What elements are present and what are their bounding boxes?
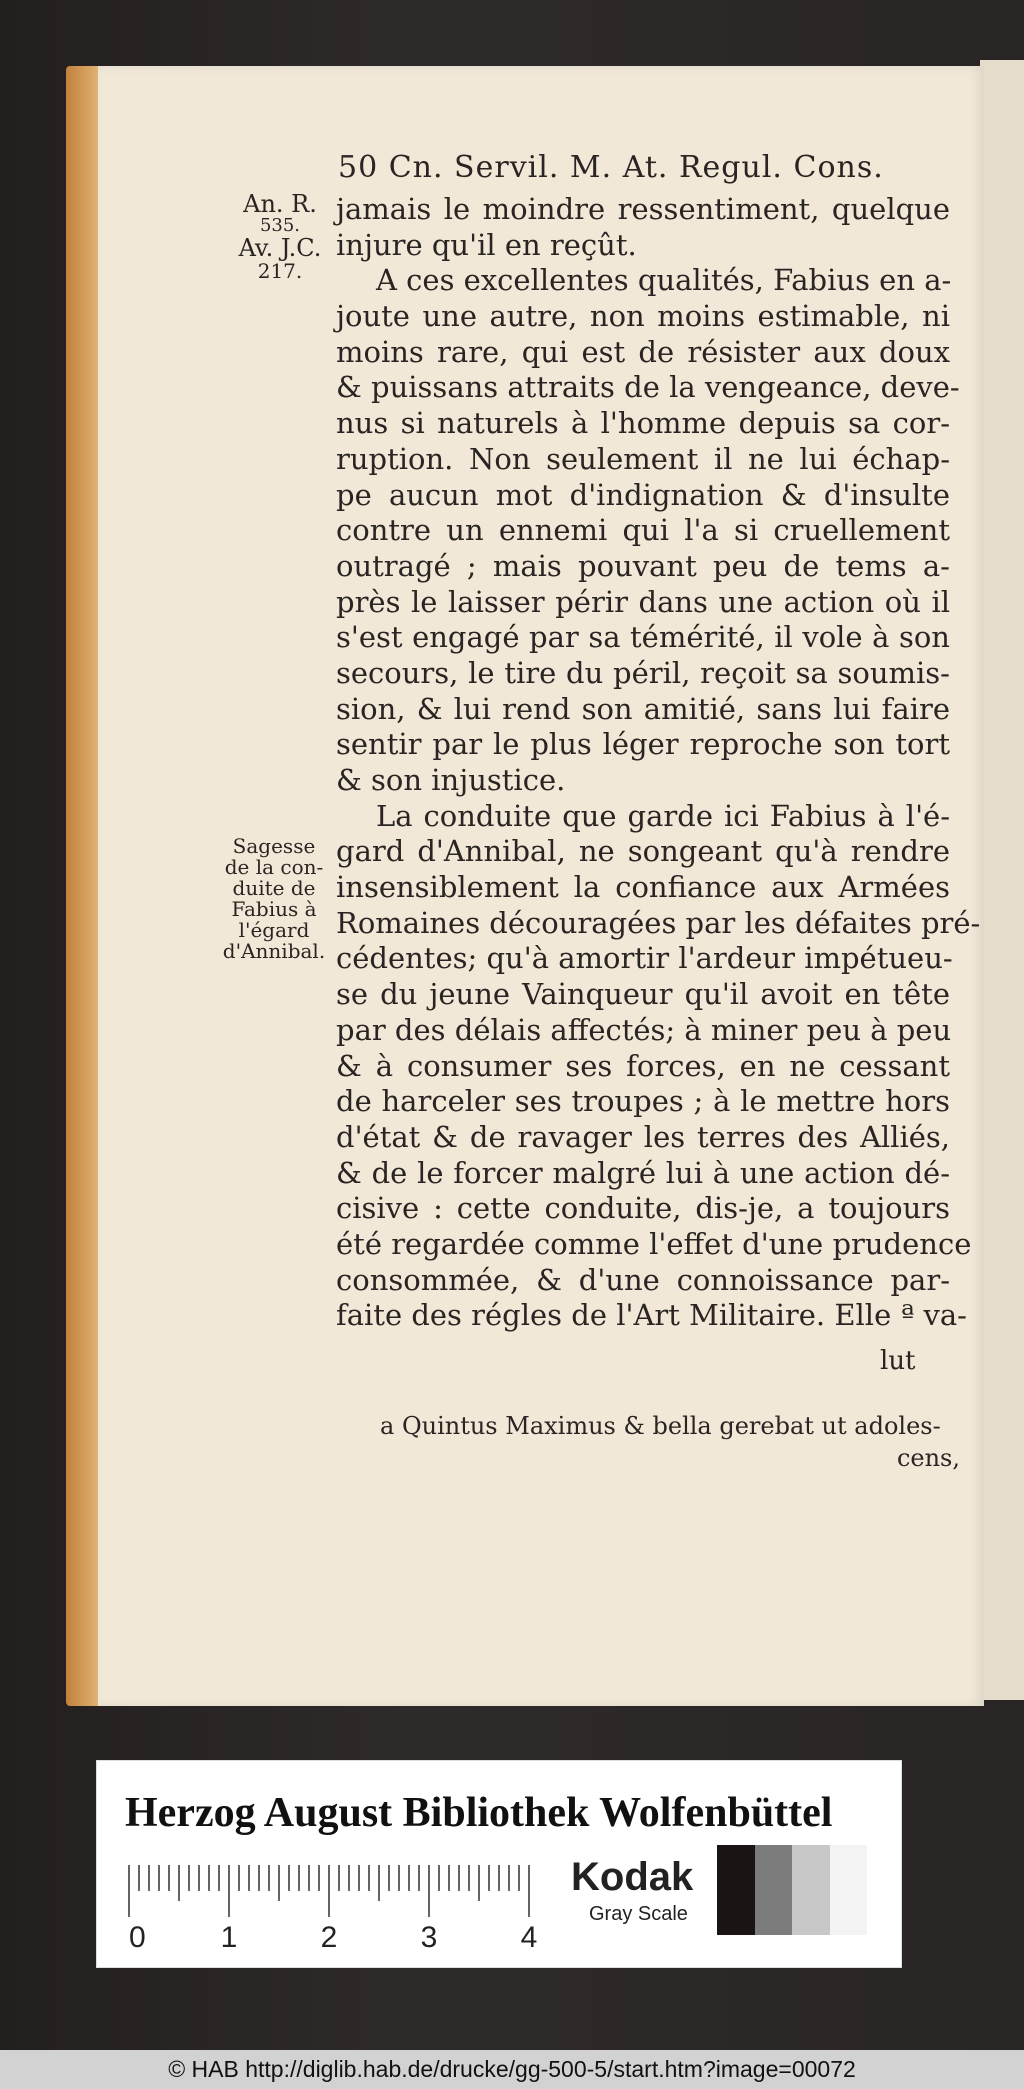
text-line: cisive : cette conduite, dis-je, a toujours: [336, 1191, 950, 1226]
side-note-line: duite de: [232, 876, 316, 900]
gray-patch: [755, 1845, 793, 1935]
text-line: nus si naturels à l'homme depuis sa cor-: [336, 406, 950, 441]
year-note-line: 535.: [259, 215, 301, 237]
gray-patch: [830, 1845, 868, 1935]
year-note-line: Av. J.C.: [238, 234, 322, 263]
catchword: lut: [880, 1346, 916, 1376]
text-line: sion, & lui rend son amitié, sans lui faire: [336, 691, 950, 726]
gray-patch: [792, 1845, 830, 1935]
text-line: moins rare, qui est de résister aux doux: [336, 334, 950, 369]
text-line: contre un ennemi qui l'a si cruellement: [336, 513, 950, 548]
side-note-line: de la con-: [224, 855, 324, 879]
footnote: [380, 1410, 960, 1474]
ruler-scale: [127, 1863, 637, 1953]
side-marginal-note: [204, 836, 344, 962]
text-line: & à consumer ses forces, en ne cessant: [336, 1048, 950, 1083]
text-line: ruption. Non seulement il ne lui échap-: [336, 441, 950, 476]
side-note-line: d'Annibal.: [222, 939, 326, 963]
ruler-numbers: [129, 1921, 537, 1953]
kodak-logo: Kodak: [571, 1855, 694, 1899]
text-line: Romaines découragées par les défaites pré-: [336, 905, 981, 940]
footnote-line: cens,: [896, 1444, 960, 1472]
text-line: se du jeune Vainqueur qu'il avoit en tête: [336, 977, 950, 1012]
adjacent-page-strip: [980, 60, 1024, 1700]
ruler-number: 4: [520, 1921, 538, 1953]
copyright-footer: © HAB http://diglib.hab.de/drucke/gg-500-5/start.htm?image=00072: [0, 2050, 1024, 2089]
text-line: & puissans attraits de la vengeance, deve-: [336, 370, 960, 405]
side-note-line: l'égard: [238, 918, 310, 942]
text-line: jamais le moindre ressentiment, quelque: [336, 192, 950, 226]
ruler-number: 0: [129, 1921, 146, 1953]
text-line: La conduite que garde ici Fabius à l'é-: [376, 798, 950, 833]
gray-scale-label: Gray Scale: [589, 1903, 688, 1925]
text-line: injure qu'il en reçût.: [336, 227, 637, 262]
text-line: A ces excellentes qualités, Fabius en a-: [376, 263, 952, 298]
color-calibration-card: [96, 1760, 902, 1968]
year-note-line: An. R.: [243, 190, 317, 218]
gray-patches: [717, 1845, 867, 1935]
side-note-line: Sagesse: [232, 834, 316, 858]
ruler-number: 2: [320, 1921, 338, 1953]
year-note-line: 217.: [257, 259, 303, 284]
text-line: par des délais affectés; à miner peu à peu: [336, 1012, 952, 1047]
text-line: cédentes; qu'à amortir l'ardeur impétueu-: [336, 941, 953, 976]
year-marginal-note: [220, 192, 340, 282]
text-line: joute une autre, non moins estimable, ni: [336, 299, 950, 334]
side-note-line: Fabius à: [231, 897, 317, 921]
text-line: consommée, & d'une connoissance par-: [336, 1262, 950, 1297]
text-line: outragé ; mais pouvant peu de tems a-: [336, 548, 950, 583]
gray-patch: [717, 1845, 755, 1935]
text-line: insensiblement la confiance aux Armées: [336, 870, 950, 905]
text-line: & de le forcer malgré lui à une action dé-: [336, 1155, 950, 1190]
ruler-number: 3: [420, 1921, 438, 1953]
text-line: sentir par le plus léger reproche son tort: [336, 727, 950, 762]
footnote-line: a Quintus Maximus & bella gerebat ut adoles-: [380, 1412, 941, 1440]
text-line: près le laisser périr dans une action où il: [336, 584, 950, 619]
ruler-number: 1: [220, 1921, 238, 1953]
running-header: 50 Cn. Servil. M. At. Regul. Cons.: [338, 150, 884, 185]
text-line: pe aucun mot d'indignation & d'insulte: [336, 477, 950, 512]
ruler-ticks: [129, 1865, 529, 1917]
text-line: gard d'Annibal, ne songeant qu'à rendre: [336, 834, 950, 869]
body-text: [336, 192, 981, 1334]
text-line: & son injustice.: [336, 763, 566, 797]
text-line: faite des régles de l'Art Militaire. Elle ª va-: [336, 1298, 967, 1333]
text-line: secours, le tire du péril, reçoit sa soumis-: [336, 655, 950, 690]
library-name: Herzog August Bibliothek Wolfenbüttel: [125, 1790, 833, 1836]
text-line: de harceler ses troupes ; à le mettre hors: [336, 1084, 950, 1119]
text-line: d'état & de ravager les terres des Alliés,: [336, 1119, 950, 1154]
text-line: été regardée comme l'effet d'une prudence: [336, 1226, 972, 1261]
text-line: s'est engagé par sa témérité, il vole à son: [336, 620, 950, 655]
